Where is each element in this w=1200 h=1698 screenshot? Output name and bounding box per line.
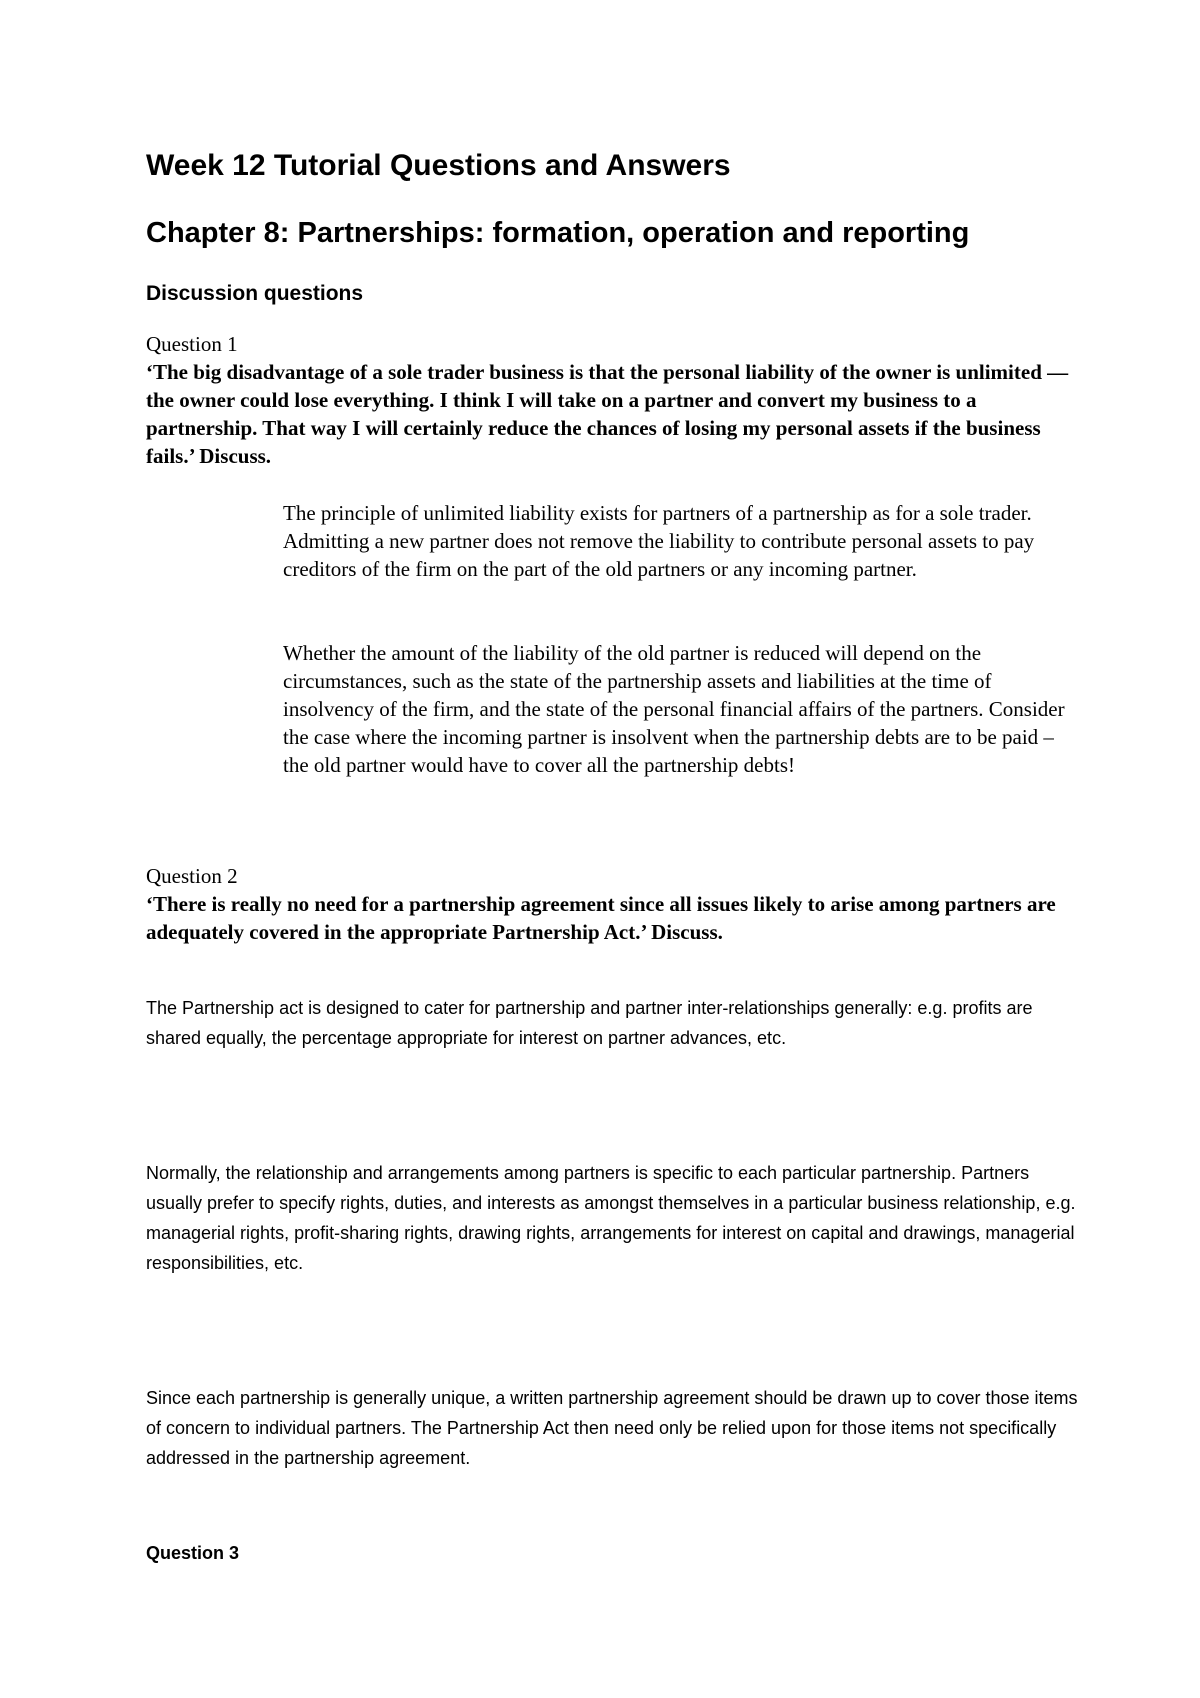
chapter-title: Chapter 8: Partnerships: formation, operation and reporting (146, 217, 970, 249)
document-title: Week 12 Tutorial Questions and Answers (146, 149, 731, 182)
section-heading: Discussion questions (146, 282, 364, 305)
question-2-answer-2: Normally, the relationship and arrangements among partners is specific to each particular partnership. Partners usually prefer to specify rights, duties, and interests as amongst themselves in a particular business relationship, e.g. managerial rights, profit-sharing rights, drawing rights, arrangements for interest on capital and drawings, managerial responsibilities, etc. (146, 1163, 1076, 1273)
question-1-answer-2: Whether the amount of the liability of the old partner is reduced will depend on the circumstances, such as the state of the partnership assets and liabilities at the time of insolvency of the firm, and the state of the personal financial affairs of the partners. Consider the case where the incoming partner is insolvent when the partnership debts are to be paid – the old partner would have to cover all the partnership debts! (283, 641, 1065, 777)
question-1-answer-1: The principle of unlimited liability exists for partners of a partnership as for a sole trader. Admitting a new partner does not remove the liability to contribute personal assets to pay creditors of the firm on the part of the old partners or any incoming partner. (283, 501, 1035, 581)
question-2-label: Question 2 (146, 864, 238, 888)
question-3-label: Question 3 (146, 1543, 240, 1563)
question-2-answer-3: Since each partnership is generally unique, a written partnership agreement should be drawn up to cover those items of concern to individual partners. The Partnership Act then need only be relied upon for those items not specifically addressed in the partnership agreement. (146, 1388, 1078, 1468)
question-2-answer-1: The Partnership act is designed to cater for partnership and partner inter-relationships generally: e.g. profits are shared equally, the percentage appropriate for interest on partner advances, etc. (146, 998, 1033, 1048)
question-1-label: Question 1 (146, 332, 238, 356)
question-2-text: ‘There is really no need for a partnership agreement since all issues likely to arise among partners are adequately covered in the appropriate Partnership Act.’ Discuss. (146, 892, 1056, 944)
question-1-text: ‘The big disadvantage of a sole trader business is that the personal liability of the owner is unlimited — the owner could lose everything. I think I will take on a partner and convert my business to a partnership. That way I will certainly reduce the chances of losing my personal assets if the business fails.’ Discuss. (146, 360, 1069, 468)
